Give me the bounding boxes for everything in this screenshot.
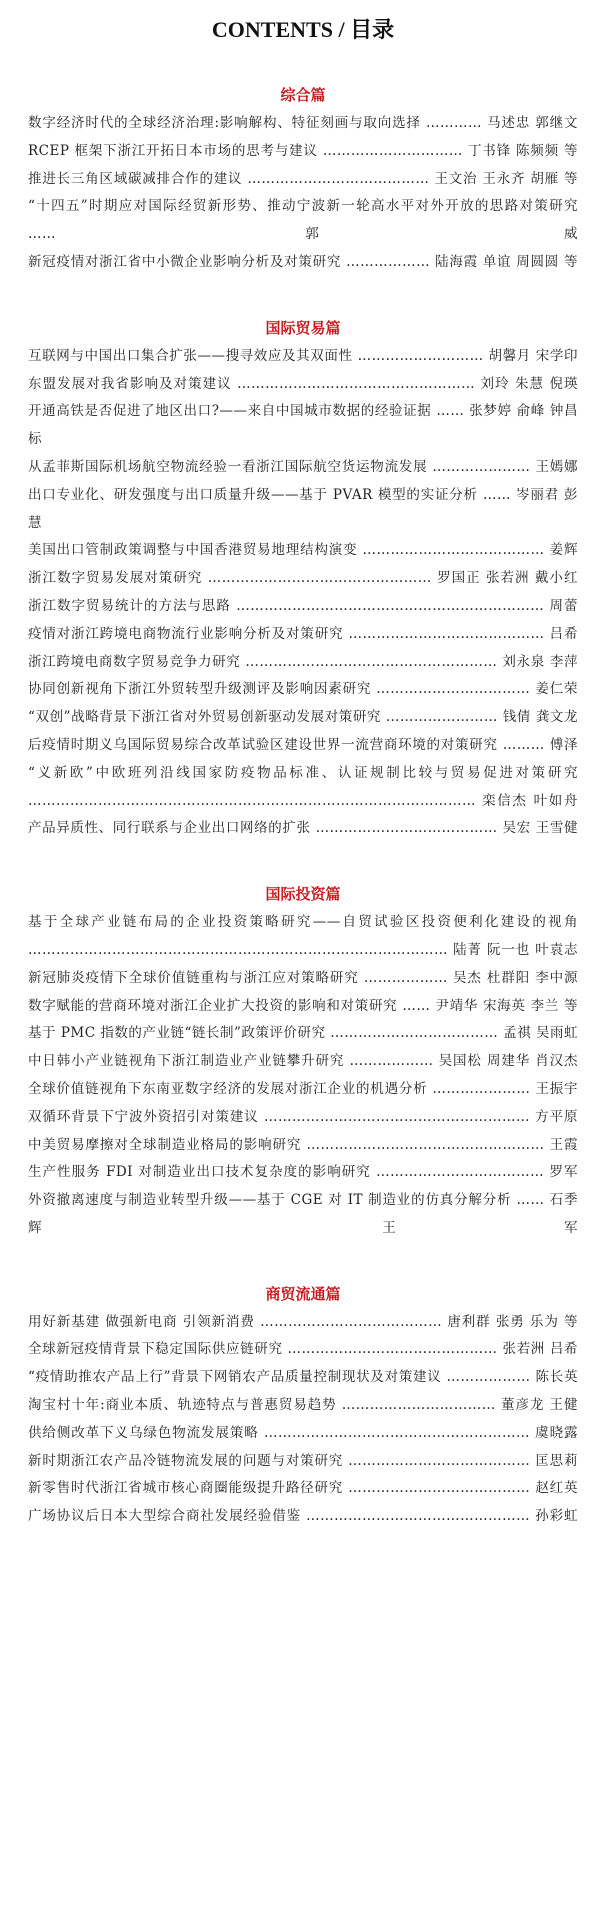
entry-title: 协同创新视角下浙江外贸转型升级测评及影响因素研究 bbox=[28, 681, 372, 698]
entry-authors: 王文治 王永齐 胡雁 等 bbox=[434, 170, 578, 187]
entry-authors: 胡馨月 宋学印 bbox=[488, 347, 578, 364]
entry-title: 供给侧改革下义乌绿色物流发展策略 bbox=[28, 1424, 259, 1441]
entry-authors: 张若洲 吕希 bbox=[502, 1341, 578, 1358]
entry-title: RCEP 框架下浙江开拓日本市场的思考与建议 bbox=[28, 142, 318, 159]
toc-entry[interactable] bbox=[28, 138, 578, 166]
entry-authors: 刘永泉 李萍 bbox=[502, 653, 579, 670]
entry-title: 互联网与中国出口集合扩张——搜寻效应及其双面性 bbox=[28, 347, 353, 364]
toc-entry[interactable] bbox=[28, 732, 578, 760]
entry-authors: 张梦婷 俞峰 钟昌标 bbox=[28, 403, 578, 448]
entry-title: “疫情助推农产品上行”背景下网销农产品质量控制现状及对策建议 bbox=[28, 1369, 442, 1386]
entry-authors: 陆海霞 单谊 周圆圆 等 bbox=[435, 253, 579, 270]
entry-title: 中美贸易摩擦对全球制造业格局的影响研究 bbox=[28, 1136, 302, 1153]
entry-title: 外资撤离速度与制造业转型升级——基于 CGE 对 IT 制造业的仿真分解分析 bbox=[28, 1192, 512, 1209]
entry-title: 新零售时代浙江省城市核心商圈能级提升路径研究 bbox=[28, 1480, 344, 1497]
entry-title: 推进长三角区域碳减排合作的建议 bbox=[28, 170, 243, 187]
entry-title: 数字赋能的营商环境对浙江企业扩大投资的影响和对策研究 bbox=[28, 997, 398, 1014]
leader-dots: ………………………………… bbox=[343, 1452, 536, 1469]
leader-dots: ……………………………………………… bbox=[240, 653, 503, 670]
leader-dots: ……………… bbox=[341, 253, 436, 270]
entry-title: 从孟菲斯国际机场航空物流经验一看浙江国际航空货运物流发展 bbox=[28, 458, 428, 475]
toc-entry[interactable] bbox=[28, 343, 578, 371]
entry-title: 中日韩小产业链视角下浙江制造业产业链攀升研究 bbox=[28, 1053, 345, 1070]
leader-dots: ………………………………… bbox=[343, 1480, 536, 1497]
entry-title: 浙江跨境电商数字贸易竞争力研究 bbox=[28, 653, 241, 670]
entry-authors: 栾信杰 叶如舟 bbox=[482, 792, 578, 809]
leader-dots: ………………………………………… bbox=[202, 570, 438, 587]
toc-entry[interactable] bbox=[28, 593, 578, 621]
leader-dots: ……………………… bbox=[352, 347, 489, 364]
leader-dots: …………………………… bbox=[371, 681, 536, 698]
entry-title: 后疫情时期义乌国际贸易综合改革试验区建设世界一流营商环境的对策研究 bbox=[28, 736, 498, 753]
entry-title: 疫情对浙江跨境电商物流行业影响分析及对策研究 bbox=[28, 625, 344, 642]
entry-list bbox=[28, 1309, 578, 1531]
entry-title: 用好新基建 做强新电商 引领新消费 bbox=[28, 1313, 255, 1330]
toc-entry[interactable] bbox=[28, 166, 578, 194]
entry-authors: 傅泽 bbox=[549, 736, 579, 753]
entry-authors: 马述忠 郭继文 bbox=[487, 115, 578, 131]
entry-authors: 孟祺 吴雨虹 bbox=[503, 1025, 578, 1042]
toc-entry[interactable] bbox=[28, 1104, 578, 1132]
leader-dots: …………………………………… bbox=[343, 625, 550, 642]
entry-authors: 虞晓露 bbox=[535, 1424, 579, 1441]
entry-title: 全球新冠疫情背景下稳定国际供应链研究 bbox=[28, 1341, 283, 1358]
leader-dots: ……………… bbox=[358, 969, 454, 986]
entry-title: 东盟发展对我省影响及对策建议 bbox=[28, 375, 232, 392]
entry-title: 数字经济时代的全球经济治理:影响解构、特征刻画与取向选择 bbox=[28, 115, 421, 131]
toc-entry[interactable] bbox=[28, 565, 578, 593]
toc-entry[interactable] bbox=[28, 1076, 578, 1104]
entry-title: 美国出口管制政策调整与中国香港贸易地理结构演变 bbox=[28, 542, 358, 559]
leader-dots: ………………………………… bbox=[310, 820, 503, 837]
entry-authors: 王嫣娜 bbox=[535, 458, 578, 475]
leader-dots: …………………… bbox=[381, 709, 503, 726]
entry-authors: 匡思莉 bbox=[535, 1452, 579, 1469]
leader-dots: ………… bbox=[420, 115, 488, 131]
entry-title: 新时期浙江农产品冷链物流发展的问题与对策研究 bbox=[28, 1452, 344, 1469]
leader-dots: …… bbox=[28, 226, 306, 243]
entry-authors: 丁书锋 陈频频 等 bbox=[467, 142, 578, 159]
toc-entry[interactable] bbox=[28, 621, 578, 649]
leader-dots: ………………… bbox=[427, 1080, 536, 1097]
toc-entry[interactable] bbox=[28, 110, 578, 138]
toc-entry[interactable] bbox=[28, 1392, 578, 1420]
leader-dots: ………………………………………………………… bbox=[230, 597, 550, 614]
toc-entry[interactable] bbox=[28, 760, 578, 816]
entry-authors: 王霞 bbox=[549, 1136, 579, 1153]
toc-entry[interactable] bbox=[28, 815, 578, 843]
section-title: 商贸流通篇 bbox=[265, 1284, 341, 1303]
entry-title: 双循环背景下宁波外资招引对策建议 bbox=[28, 1108, 259, 1125]
leader-dots: ………………………………… bbox=[357, 542, 550, 559]
toc-entry[interactable] bbox=[28, 965, 578, 993]
toc-entry[interactable] bbox=[28, 537, 578, 565]
entry-title: 浙江数字贸易统计的方法与思路 bbox=[28, 597, 231, 614]
toc-entry[interactable] bbox=[28, 909, 578, 965]
toc-entry[interactable] bbox=[28, 249, 578, 277]
entry-title: 新冠肺炎疫情下全球价值链重构与浙江应对策略研究 bbox=[28, 969, 359, 986]
toc-entry[interactable] bbox=[28, 1364, 578, 1392]
toc-entry[interactable] bbox=[28, 1309, 578, 1337]
entry-title: 开通高铁是否促进了地区出口?——来自中国城市数据的经验证据 bbox=[28, 403, 432, 420]
toc-entry[interactable] bbox=[28, 398, 578, 454]
section bbox=[28, 883, 578, 1243]
leader-dots: ………………… bbox=[427, 458, 536, 475]
toc-entry[interactable] bbox=[28, 1132, 578, 1160]
entry-title: 出口专业化、研发强度与出口质量升级——基于 PVAR 模型的实证分析 bbox=[28, 486, 478, 503]
leader-dots: ……………… bbox=[441, 1369, 536, 1386]
toc-entry[interactable] bbox=[28, 1187, 578, 1243]
section bbox=[28, 317, 578, 843]
toc-entry[interactable] bbox=[28, 676, 578, 704]
leader-dots: ……………………………………………………………………………… bbox=[28, 941, 454, 958]
leader-dots: …… bbox=[511, 1192, 550, 1209]
entry-authors: 陈长英 bbox=[535, 1369, 578, 1386]
leader-dots: …… bbox=[477, 486, 517, 503]
toc-entry[interactable] bbox=[28, 1048, 578, 1076]
leader-dots: …………………………… bbox=[336, 1397, 502, 1414]
entry-title: “义新欧”中欧班列沿线国家防疫物品标准、认证规制比较与贸易促进对策研究 bbox=[28, 764, 578, 781]
entry-authors: 吕希 bbox=[549, 625, 579, 642]
entry-authors: 姜仁荣 bbox=[535, 681, 579, 698]
section bbox=[28, 84, 578, 277]
toc-entry[interactable] bbox=[28, 1475, 578, 1503]
toc-entry[interactable] bbox=[28, 193, 578, 249]
entry-authors: 姜辉 bbox=[549, 542, 578, 559]
entry-authors: 罗国正 张若洲 戴小红 bbox=[437, 570, 578, 587]
entry-title: 全球价值链视角下东南亚数字经济的发展对浙江企业的机遇分析 bbox=[28, 1080, 428, 1097]
entry-authors: 董彦龙 王健 bbox=[501, 1397, 578, 1414]
entry-title: 基于 PMC 指数的产业链“链长制”政策评价研究 bbox=[28, 1025, 326, 1042]
entry-list bbox=[28, 343, 578, 843]
leader-dots: ………………………………………………… bbox=[258, 1424, 536, 1441]
entry-authors: 方平原 bbox=[535, 1108, 579, 1125]
section bbox=[28, 1283, 578, 1531]
leader-dots: …… bbox=[397, 997, 436, 1014]
toc-entry[interactable] bbox=[28, 1420, 578, 1448]
leader-dots: ……………… bbox=[344, 1053, 439, 1070]
toc-entry[interactable] bbox=[28, 649, 578, 677]
leader-dots: ………………………………… bbox=[254, 1313, 448, 1330]
entry-title: 基于全球产业链布局的企业投资策略研究——自贸试验区投资便利化建设的视角 bbox=[28, 914, 578, 931]
entry-authors: 周蕾 bbox=[549, 597, 579, 614]
toc-entry[interactable] bbox=[28, 482, 578, 538]
sections-container bbox=[28, 84, 578, 1531]
entry-title: 新冠疫情对浙江省中小微企业影响分析及对策研究 bbox=[28, 253, 342, 270]
entry-authors: 郭威 bbox=[305, 226, 579, 243]
leader-dots: …………………………………………… bbox=[301, 1136, 550, 1153]
toc-entry[interactable] bbox=[28, 1448, 578, 1476]
entry-title: 生产性服务 FDI 对制造业出口技术复杂度的影响研究 bbox=[28, 1164, 371, 1181]
leader-dots: ……… bbox=[497, 736, 550, 753]
entry-authors: 王振宇 bbox=[535, 1080, 578, 1097]
leader-dots: ………………………………………………… bbox=[258, 1108, 536, 1125]
entry-authors: 石季辉 王军 bbox=[28, 1192, 578, 1236]
section-title: 综合篇 bbox=[280, 86, 326, 104]
leader-dots: …………………………………………………………………………………… bbox=[28, 792, 482, 809]
toc-entry[interactable] bbox=[28, 1159, 578, 1187]
toc-entry[interactable] bbox=[28, 1020, 578, 1048]
leader-dots: ………………………………… bbox=[242, 170, 435, 187]
entry-title: “十四五”时期应对国际经贸新形势、推动宁波新一轮高水平对外开放的思路对策研究 bbox=[28, 198, 578, 215]
entry-title: 淘宝村十年:商业本质、轨迹特点与普惠贸易趋势 bbox=[28, 1397, 337, 1414]
leader-dots: ……………………………… bbox=[325, 1025, 504, 1042]
toc-entry[interactable] bbox=[28, 454, 578, 482]
entry-authors: 孙彩虹 bbox=[535, 1508, 579, 1525]
entry-authors: 唐利群 张勇 乐为 等 bbox=[447, 1313, 578, 1330]
leader-dots: ………………………………………… bbox=[300, 1508, 536, 1525]
entry-authors: 岑丽君 彭慧 bbox=[28, 486, 578, 531]
section-title: 国际贸易篇 bbox=[265, 318, 341, 337]
leader-dots: ……………………………………… bbox=[282, 1341, 503, 1358]
entry-authors: 钱倩 龚文龙 bbox=[502, 709, 578, 726]
entry-title: 广场协议后日本大型综合商社发展经验借鉴 bbox=[28, 1508, 301, 1525]
section-title: 国际投资篇 bbox=[265, 885, 341, 904]
entry-title: “双创”战略背景下浙江省对外贸易创新驱动发展对策研究 bbox=[28, 709, 382, 726]
entry-title: 产品异质性、同行联系与企业出口网络的扩张 bbox=[28, 820, 311, 837]
toc-entry[interactable] bbox=[28, 993, 578, 1021]
toc-entry[interactable] bbox=[28, 1336, 578, 1364]
entry-authors: 赵红英 bbox=[535, 1480, 579, 1497]
toc-entry[interactable] bbox=[28, 704, 578, 732]
entry-authors: 尹靖华 宋海英 李兰 等 bbox=[435, 997, 578, 1014]
entry-authors: 刘玲 朱慧 倪瑛 bbox=[480, 375, 578, 392]
entry-title: 浙江数字贸易发展对策研究 bbox=[28, 570, 203, 587]
leader-dots: …………………………………………… bbox=[231, 375, 481, 392]
toc-entry[interactable] bbox=[28, 371, 578, 399]
entry-list bbox=[28, 909, 578, 1243]
leader-dots: ………………………… bbox=[317, 142, 468, 159]
entry-authors: 吴国松 周建华 肖汉杰 bbox=[438, 1053, 578, 1070]
entry-authors: 罗军 bbox=[549, 1164, 578, 1181]
entry-authors: 陆菁 阮一也 叶袁志 bbox=[453, 941, 578, 958]
entry-list bbox=[28, 110, 578, 277]
leader-dots: …… bbox=[431, 403, 470, 420]
entry-authors: 吴杰 杜群阳 李中源 bbox=[453, 969, 578, 986]
page-title: CONTENTS / 目录 bbox=[211, 17, 395, 42]
leader-dots: ……………………………… bbox=[370, 1164, 550, 1181]
toc-entry[interactable] bbox=[28, 1503, 578, 1531]
entry-authors: 吴宏 王雪健 bbox=[502, 820, 579, 837]
